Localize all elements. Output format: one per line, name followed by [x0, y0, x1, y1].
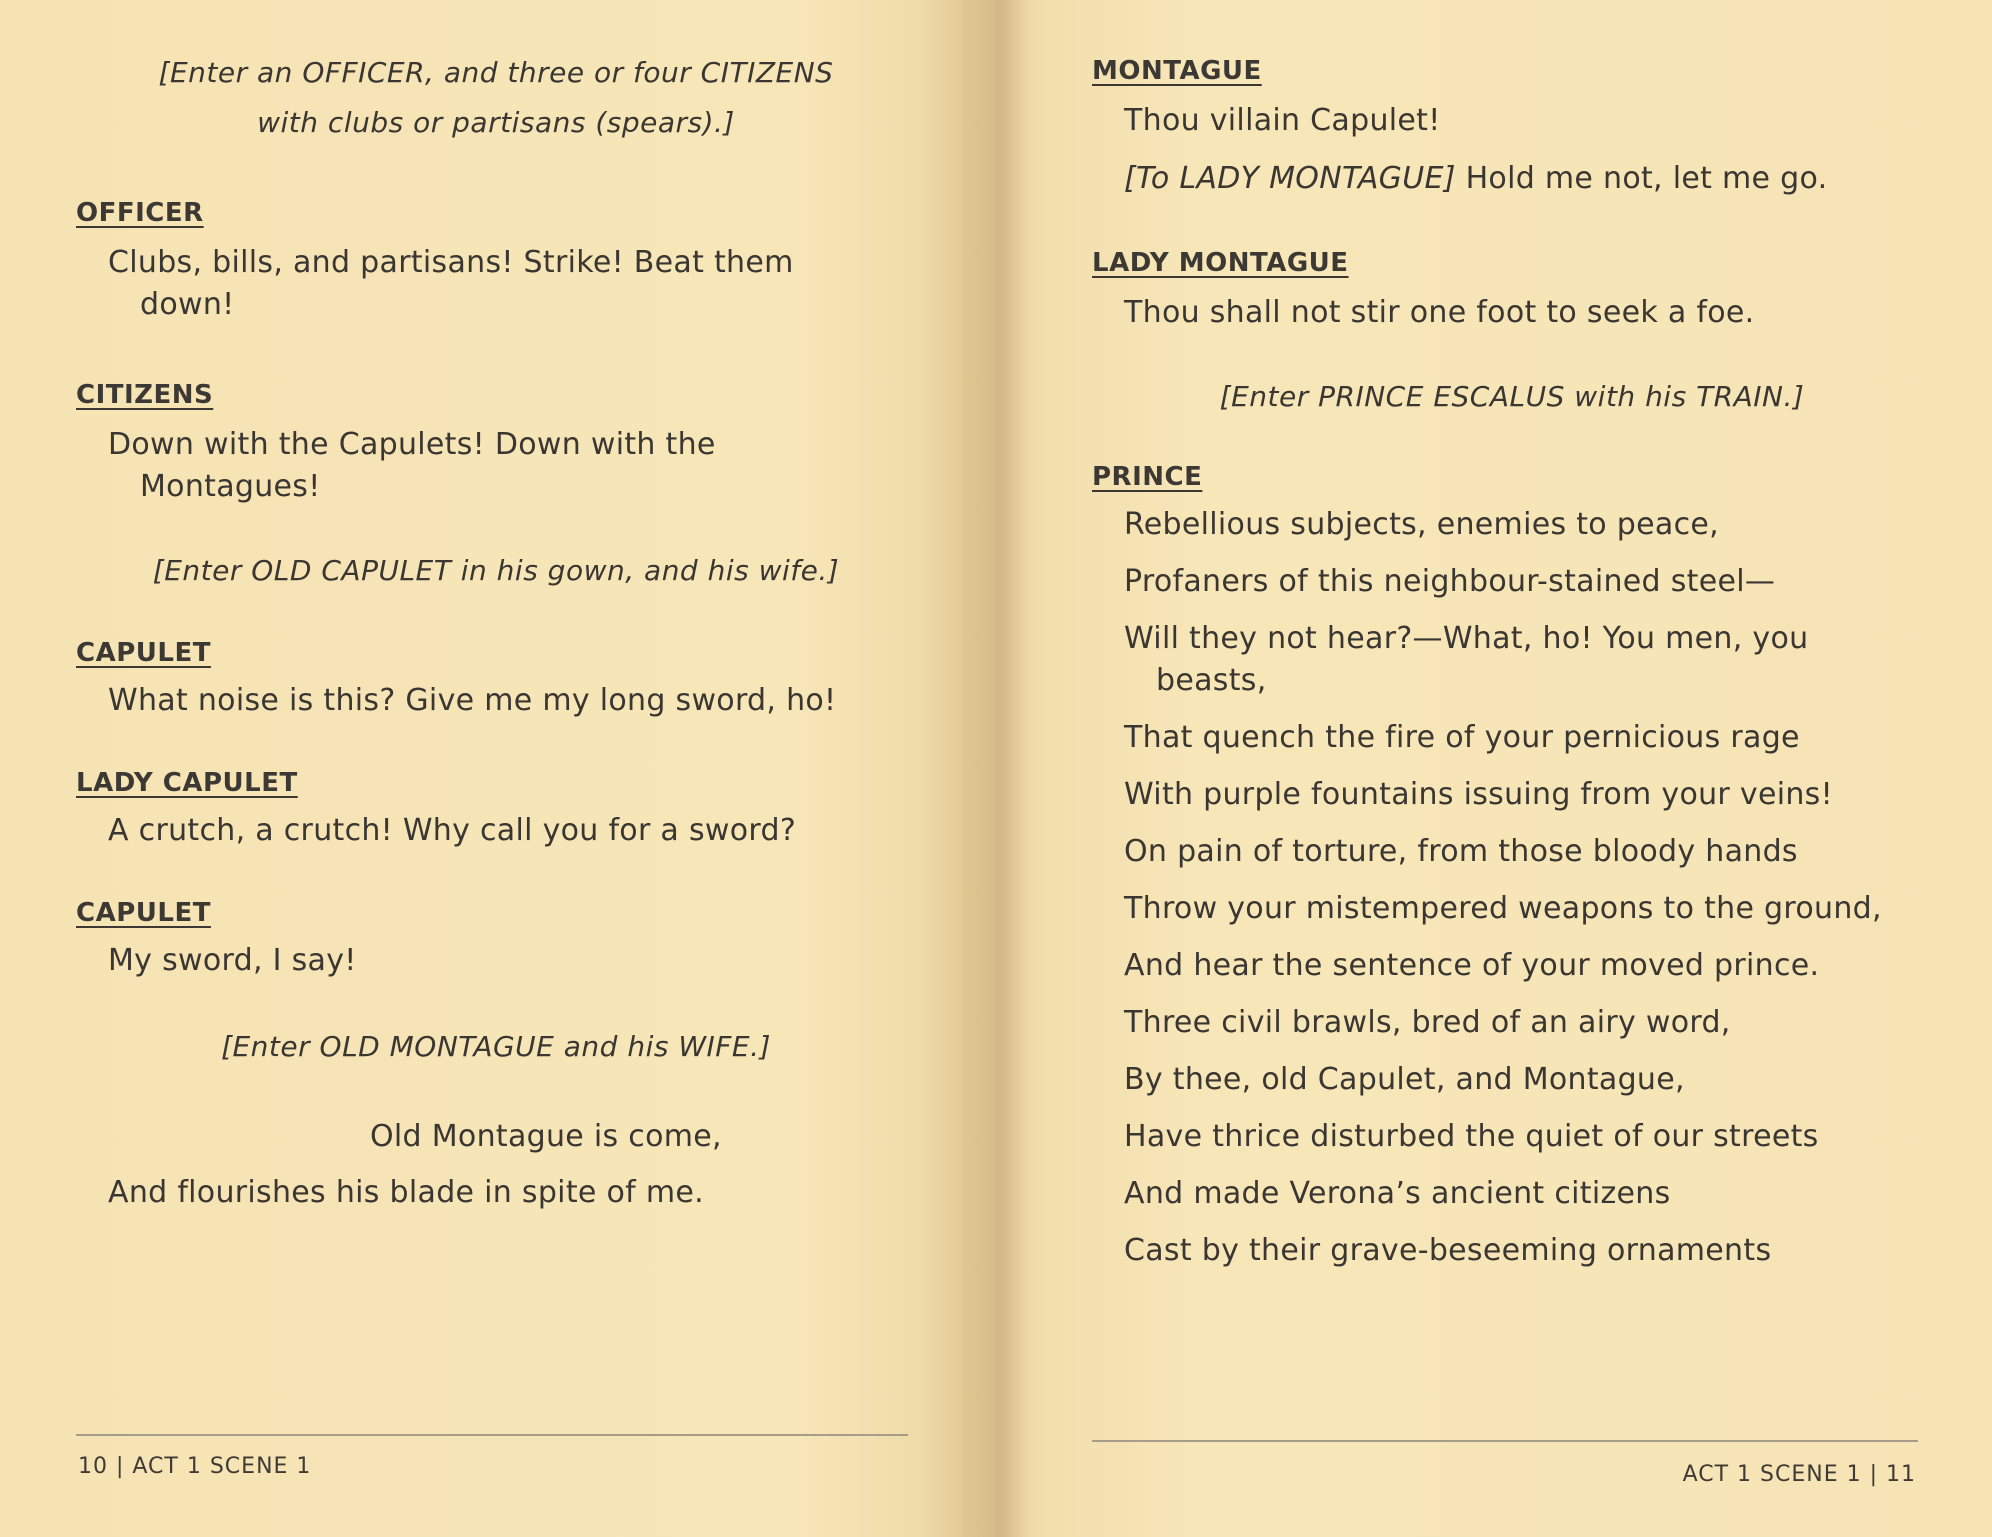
- prince-speech: [1092, 504, 1932, 1272]
- verse-line: Cast by their grave-beseeming ornaments: [1124, 1233, 1772, 1268]
- stage-direction: [Enter PRINCE ESCALUS with his TRAIN.]: [1219, 380, 1805, 413]
- dialogue-line: My sword, I say!: [108, 943, 357, 978]
- verse-line: Three civil brawls, bred of an airy word,: [1124, 1005, 1731, 1040]
- verse-line: Rebellious subjects, enemies to peace,: [1124, 507, 1719, 542]
- page-folio: 10 | ACT 1 SCENE 1: [78, 1454, 312, 1479]
- verse-line: And made Verona’s ancient citizens: [1124, 1176, 1671, 1211]
- left-page: [0, 0, 990, 1537]
- page-folio: ACT 1 SCENE 1 | 11: [1682, 1462, 1916, 1487]
- verse-line: Throw your mistempered weapons to the ground,: [1124, 891, 1882, 926]
- speaker-name: MONTAGUE: [1092, 56, 1262, 86]
- dialogue-line: Thou shall not stir one foot to seek a foe.: [1124, 295, 1755, 330]
- speaker-name: PRINCE: [1092, 462, 1203, 492]
- speaker-name: LADY MONTAGUE: [1092, 248, 1349, 278]
- inline-stage-direction: [To LADY MONTAGUE]: [1124, 161, 1456, 196]
- verse-line: Have thrice disturbed the quiet of our streets: [1124, 1119, 1819, 1154]
- footer-rule: [76, 1434, 908, 1436]
- stage-direction: [Enter OLD MONTAGUE and his WIFE.]: [221, 1030, 771, 1063]
- stage-direction: [Enter OLD CAPULET in his gown, and his wife.]: [152, 554, 840, 587]
- dialogue-line: A crutch, a crutch! Why call you for a sword?: [108, 813, 797, 848]
- verse-line: And hear the sentence of your moved prince.: [1124, 948, 1820, 983]
- dialogue-line: Clubs, bills, and partisans! Strike! Beat them down!: [108, 245, 794, 322]
- dialogue-line: [1092, 158, 1932, 200]
- speaker-name: CAPULET: [76, 638, 211, 668]
- verse-line: By thee, old Capulet, and Montague,: [1124, 1062, 1685, 1097]
- speaker-name: CITIZENS: [76, 380, 214, 410]
- stage-direction: [Enter an OFFICER, and three or four CITIZENS with clubs or partisans (spears).]: [158, 56, 834, 139]
- verse-line: With purple fountains issuing from your veins!: [1124, 777, 1833, 812]
- verse-line: On pain of torture, from those bloody hands: [1124, 834, 1798, 869]
- dialogue-line: Old Montague is come,: [370, 1119, 722, 1154]
- dialogue-line: And flourishes his blade in spite of me.: [108, 1175, 704, 1210]
- dialogue-line: What noise is this? Give me my long sword, ho!: [108, 683, 837, 718]
- right-page-text: [1092, 56, 1932, 1287]
- speaker-name: OFFICER: [76, 198, 204, 228]
- footer-rule: [1092, 1440, 1918, 1442]
- verse-line: Will they not hear?—What, ho! You men, you beasts,: [1124, 621, 1809, 698]
- dialogue-line: Thou villain Capulet!: [1124, 103, 1441, 138]
- left-page-text: [76, 48, 916, 1214]
- right-page: [996, 0, 1992, 1537]
- speaker-name: CAPULET: [76, 898, 211, 928]
- speaker-name: LADY CAPULET: [76, 768, 298, 798]
- verse-line: That quench the fire of your pernicious rage: [1124, 720, 1800, 755]
- dialogue-line: Down with the Capulets! Down with the Montagues!: [108, 427, 716, 504]
- verse-line: Profaners of this neighbour-stained steel—: [1124, 564, 1776, 599]
- dialogue-text: Hold me not, let me go.: [1465, 161, 1828, 196]
